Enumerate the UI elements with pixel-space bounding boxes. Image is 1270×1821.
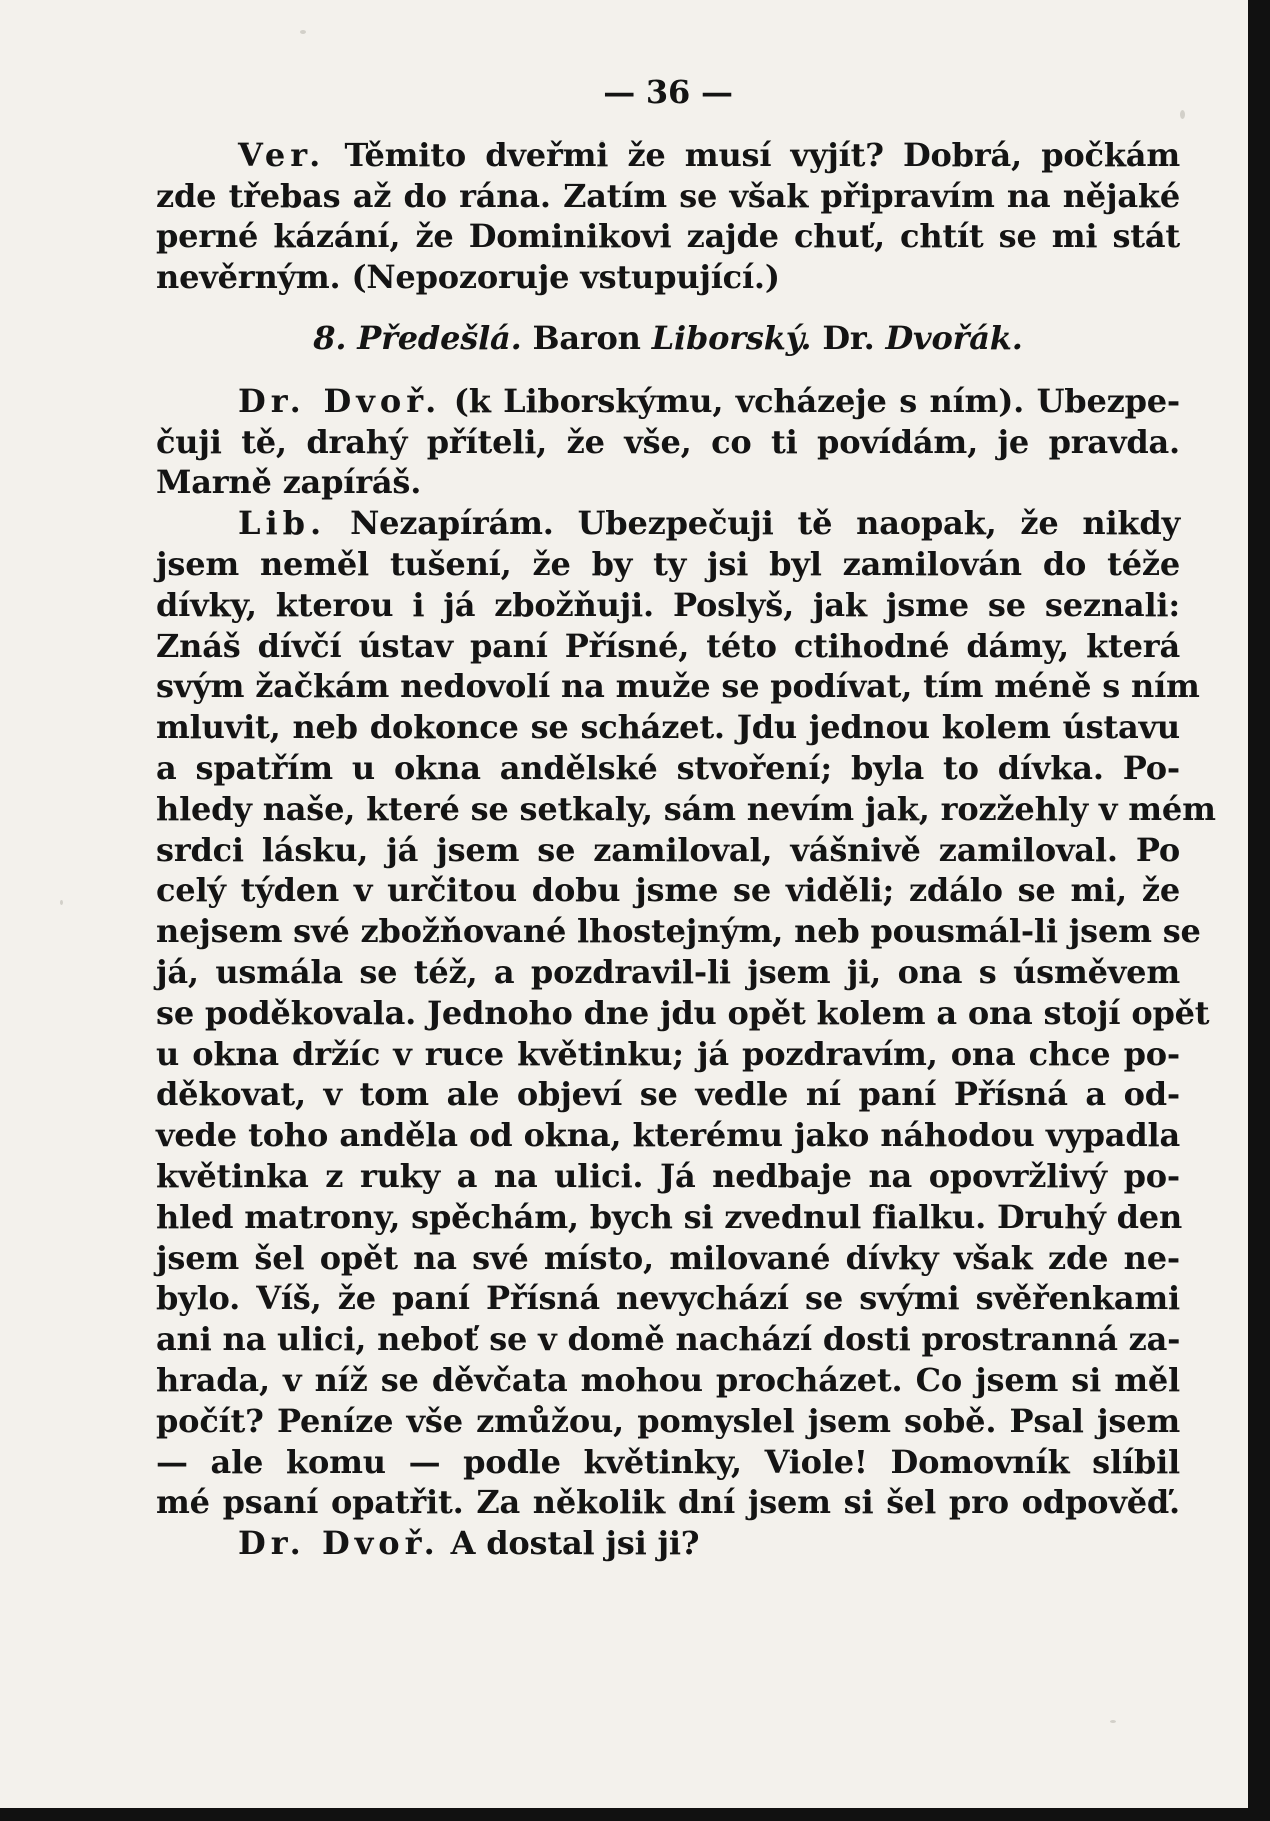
speech-line xyxy=(156,135,1180,176)
speech-line: hledy naše, které se setkaly, sám nevím jak, rozžehly v mém xyxy=(156,789,1216,828)
speech-line: u okna držíc v ruce květinku; já pozdravím, ona chce po- xyxy=(156,1034,1180,1073)
speech-line xyxy=(156,381,1180,422)
speech-line xyxy=(156,1523,1180,1564)
speech-line: svým žačkám nedovolí na muže se podívat, tím méně s ním xyxy=(156,667,1200,706)
speech-line: počít? Peníze vše zmůžou, pomyslel jsem sobě. Psal jsem xyxy=(156,1401,1180,1440)
line-text: (k Liborskýmu, vcházeje s ním). Ubezpe- xyxy=(453,381,1180,420)
scene-baron: Baron xyxy=(532,318,641,357)
speech-lib xyxy=(156,503,1216,1523)
line-text: Těmito dveřmi že musí vyjít? Dobrá, počkám xyxy=(344,135,1180,174)
speech-line: čuji tě, drahý příteli, že vše, co ti povídám, je pravda. xyxy=(156,422,1180,461)
speech-line: nevěrným. (Nepozoruje vstupující.) xyxy=(156,258,780,297)
speck xyxy=(1110,1720,1116,1723)
speech-line: jsem šel opět na své místo, milované dívky však zde ne- xyxy=(156,1238,1180,1277)
speech-line: vede toho anděla od okna, kterému jako náhodou vypadla xyxy=(156,1116,1180,1155)
scene-dr: Dr. xyxy=(822,318,875,357)
scene-liborsky: Liborský. xyxy=(651,318,812,357)
scene-dvorak: Dvořák. xyxy=(885,318,1023,357)
speech-line: mé psaní opatřit. Za několik dní jsem si šel pro odpověď. xyxy=(156,1483,1180,1522)
speech-line: zde třebas až do rána. Zatím se však připravím na nějaké xyxy=(156,176,1180,215)
line-text: Nezapírám. Ubezpečuji tě naopak, že nikdy xyxy=(350,504,1180,543)
scene-heading xyxy=(156,318,1180,359)
speech-line: nejsem své zbožňované lhostejným, neb pousmál-li jsem se xyxy=(156,912,1201,951)
scan-border-bottom xyxy=(0,1808,1270,1821)
speaker-name: Lib. xyxy=(238,504,327,543)
line-text: A dostal jsi ji? xyxy=(450,1524,700,1563)
speech-line: já, usmála se též, a pozdravil-li jsem ji, ona s úsměvem xyxy=(156,952,1180,991)
speech-line: Marně zapíráš. xyxy=(156,463,422,502)
speaker-name: Dr. Dvoř. xyxy=(238,1524,440,1563)
speech-line: se poděkovala. Jednoho dne jdu opět kolem a ona stojí opět xyxy=(156,993,1210,1032)
scene-number: 8. xyxy=(313,318,347,357)
speech-line: srdci lásku, já jsem se zamiloval, vášnivě zamiloval. Po xyxy=(156,830,1180,869)
speech-ver xyxy=(156,135,1180,298)
speech-line: Znáš dívčí ústav paní Přísné, této ctihodné dámy, která xyxy=(156,626,1180,665)
speech-line: bylo. Víš, že paní Přísná nevychází se svými svěřenkami xyxy=(156,1279,1180,1318)
scene-predesla: Předešlá. xyxy=(357,318,522,357)
scan-border-right xyxy=(1248,0,1270,1821)
speaker-name: Ver. xyxy=(238,135,326,174)
speech-line: celý týden v určitou dobu jsme se viděli; zdálo se mi, že xyxy=(156,871,1180,910)
speck xyxy=(1180,110,1185,119)
speech-line: a spatřím u okna andělské stvoření; byla to dívka. Po- xyxy=(156,748,1180,787)
speech-line: mluvit, neb dokonce se scházet. Jdu jednou kolem ústavu xyxy=(156,708,1180,747)
speck xyxy=(300,30,306,34)
speech-line: — ale komu — podle květinky, Viole! Domovník slíbil xyxy=(156,1442,1180,1481)
speck xyxy=(60,900,63,905)
speech-line: děkovat, v tom ale objeví se vedle ní paní Přísná a od- xyxy=(156,1075,1180,1114)
speech-line: hled matrony, spěchám, bych si zvednul fialku. Druhý den xyxy=(156,1197,1183,1236)
page-number: — 36 — xyxy=(603,73,733,111)
speech-dvor-1 xyxy=(156,381,1180,503)
speech-line: ani na ulici, neboť se v domě nachází dosti prostranná za- xyxy=(156,1320,1181,1359)
speech-dvor-2 xyxy=(156,1523,1180,1564)
text-block xyxy=(156,72,1216,1564)
speech-line: dívky, kterou i já zbožňuji. Poslyš, jak jsme se seznali: xyxy=(156,585,1180,624)
speech-line: jsem neměl tušení, že by ty jsi byl zamilován do téže xyxy=(156,544,1180,583)
speech-line xyxy=(156,503,1180,544)
speaker-name: Dr. Dvoř. xyxy=(238,381,442,420)
speech-line: hrada, v níž se děvčata mohou procházet. Co jsem si měl xyxy=(156,1360,1180,1399)
speech-line: perné kázání, že Dominikovi zajde chuť, chtít se mi stát xyxy=(156,217,1180,256)
speech-line: květinka z ruky a na ulici. Já nedbaje na opovržlivý po- xyxy=(156,1156,1180,1195)
